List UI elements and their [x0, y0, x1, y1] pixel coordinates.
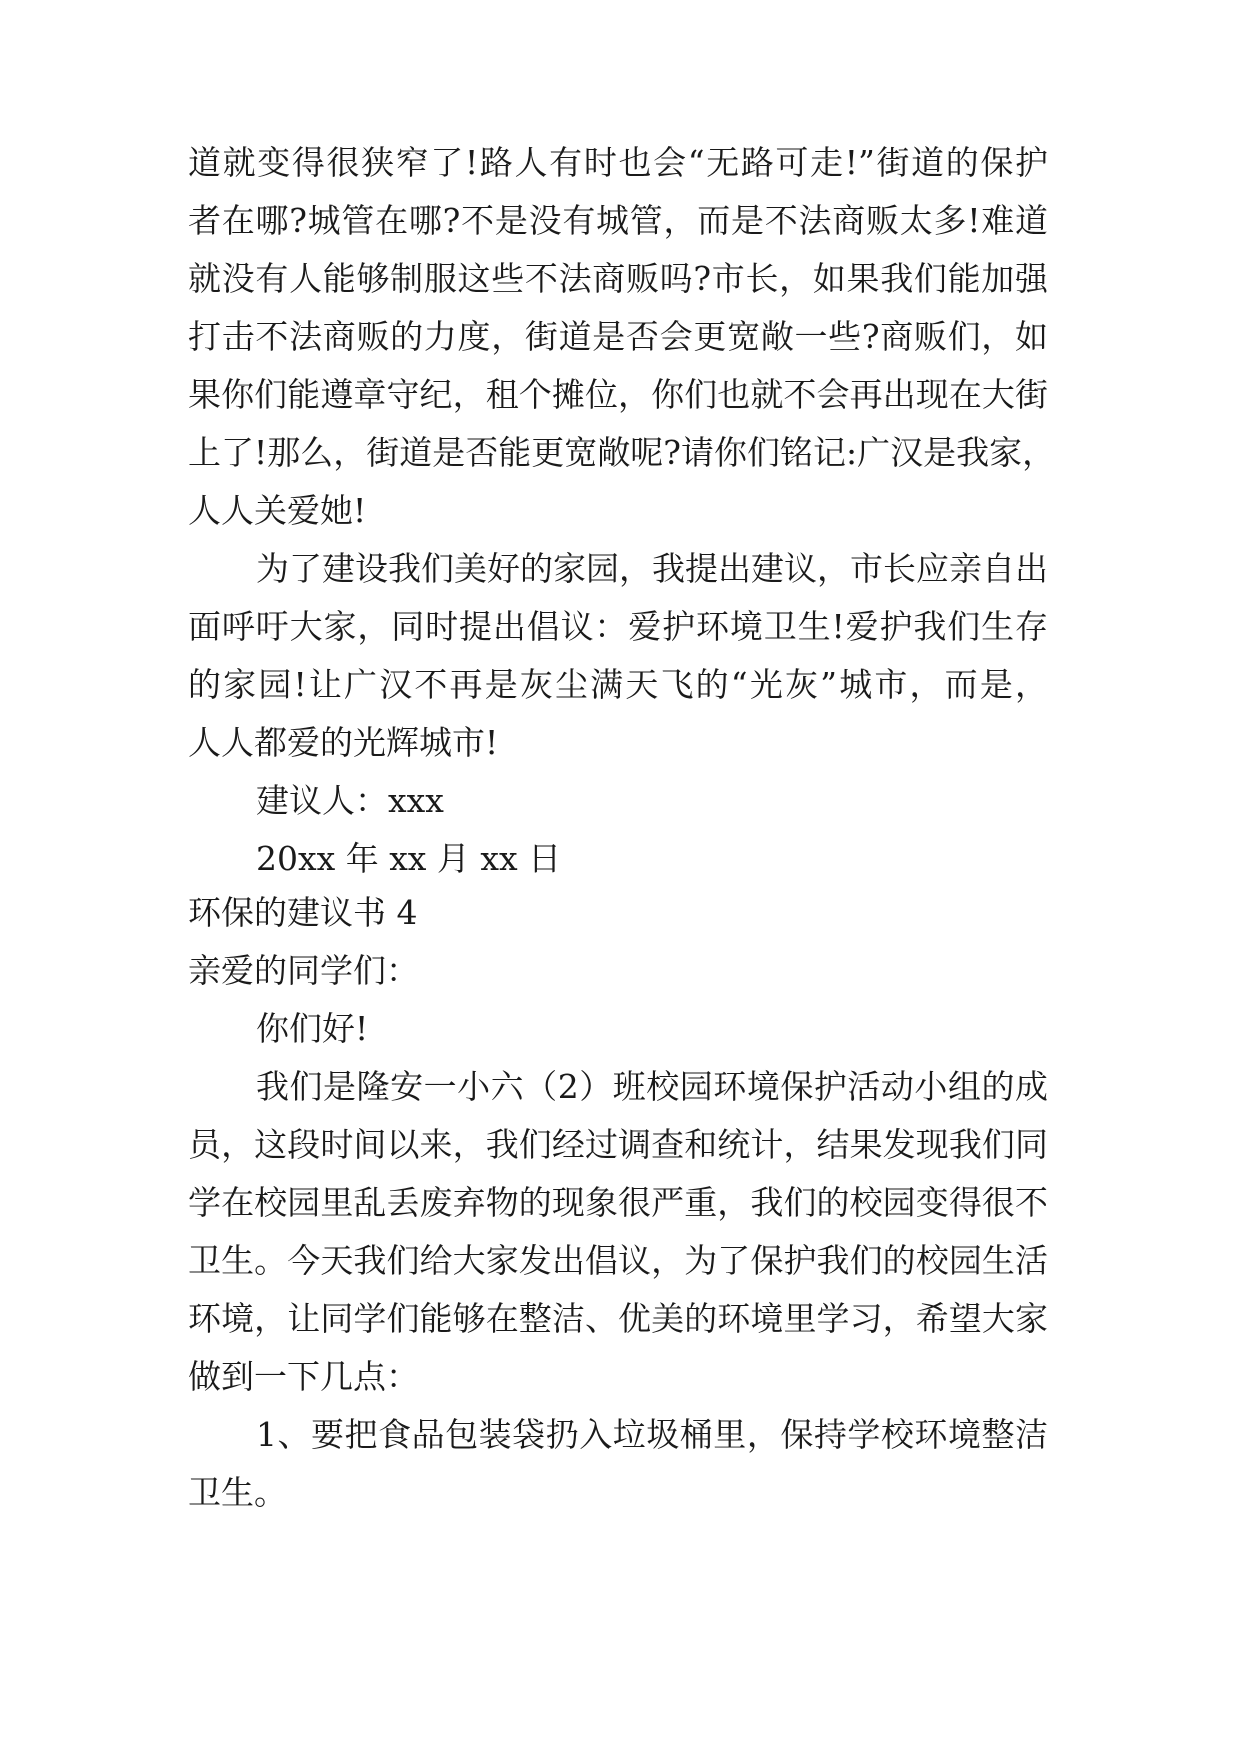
text-line: 面呼吁大家，同时提出倡议：爱护环境卫生!爱护我们生存 [188, 607, 1048, 646]
salutation: 亲爱的同学们： [188, 951, 419, 990]
text-line: 做到一下几点： [188, 1357, 419, 1396]
paragraph-first-line: 为了建设我们美好的家园，我提出建议，市长应亲自出 [256, 549, 1048, 588]
signature-date: 20xx 年 xx 月 xx 日 [256, 839, 562, 878]
text-line: 就没有人能够制服这些不法商贩吗?市长，如果我们能加强 [188, 259, 1048, 298]
section-heading: 环保的建议书 4 [188, 893, 418, 932]
greeting: 你们好! [256, 1009, 369, 1048]
signature-proposer: 建议人：xxx [256, 781, 444, 820]
text-line: 打击不法商贩的力度，街道是否会更宽敞一些?商贩们，如 [188, 317, 1048, 356]
text-line: 卫生。今天我们给大家发出倡议，为了保护我们的校园生活 [188, 1241, 1048, 1280]
text-line: 果你们能遵章守纪，租个摊位，你们也就不会再出现在大街 [188, 375, 1048, 414]
paragraph-first-line: 我们是隆安一小六（2）班校园环境保护活动小组的成 [256, 1067, 1048, 1106]
text-line: 的家园!让广汉不再是灰尘满天飞的“光灰”城市，而是， [188, 665, 1048, 704]
list-item-first-line: 1、要把食品包装袋扔入垃圾桶里，保持学校环境整洁 [256, 1415, 1048, 1454]
text-line: 员，这段时间以来，我们经过调查和统计，结果发现我们同 [188, 1125, 1048, 1164]
text-line: 上了!那么，街道是否能更宽敞呢?请你们铭记:广汉是我家， [188, 433, 1056, 472]
text-line: 环境，让同学们能够在整洁、优美的环境里学习，希望大家 [188, 1299, 1048, 1338]
text-line: 人人关爱她! [188, 491, 367, 530]
text-line: 学在校园里乱丢废弃物的现象很严重，我们的校园变得很不 [188, 1183, 1048, 1222]
text-line: 卫生。 [188, 1473, 287, 1512]
text-line: 道就变得很狭窄了!路人有时也会“无路可走!”街道的保护 [188, 143, 1048, 182]
text-line: 者在哪?城管在哪?不是没有城管，而是不法商贩太多!难道 [188, 201, 1048, 240]
text-line: 人人都爱的光辉城市! [188, 723, 499, 762]
